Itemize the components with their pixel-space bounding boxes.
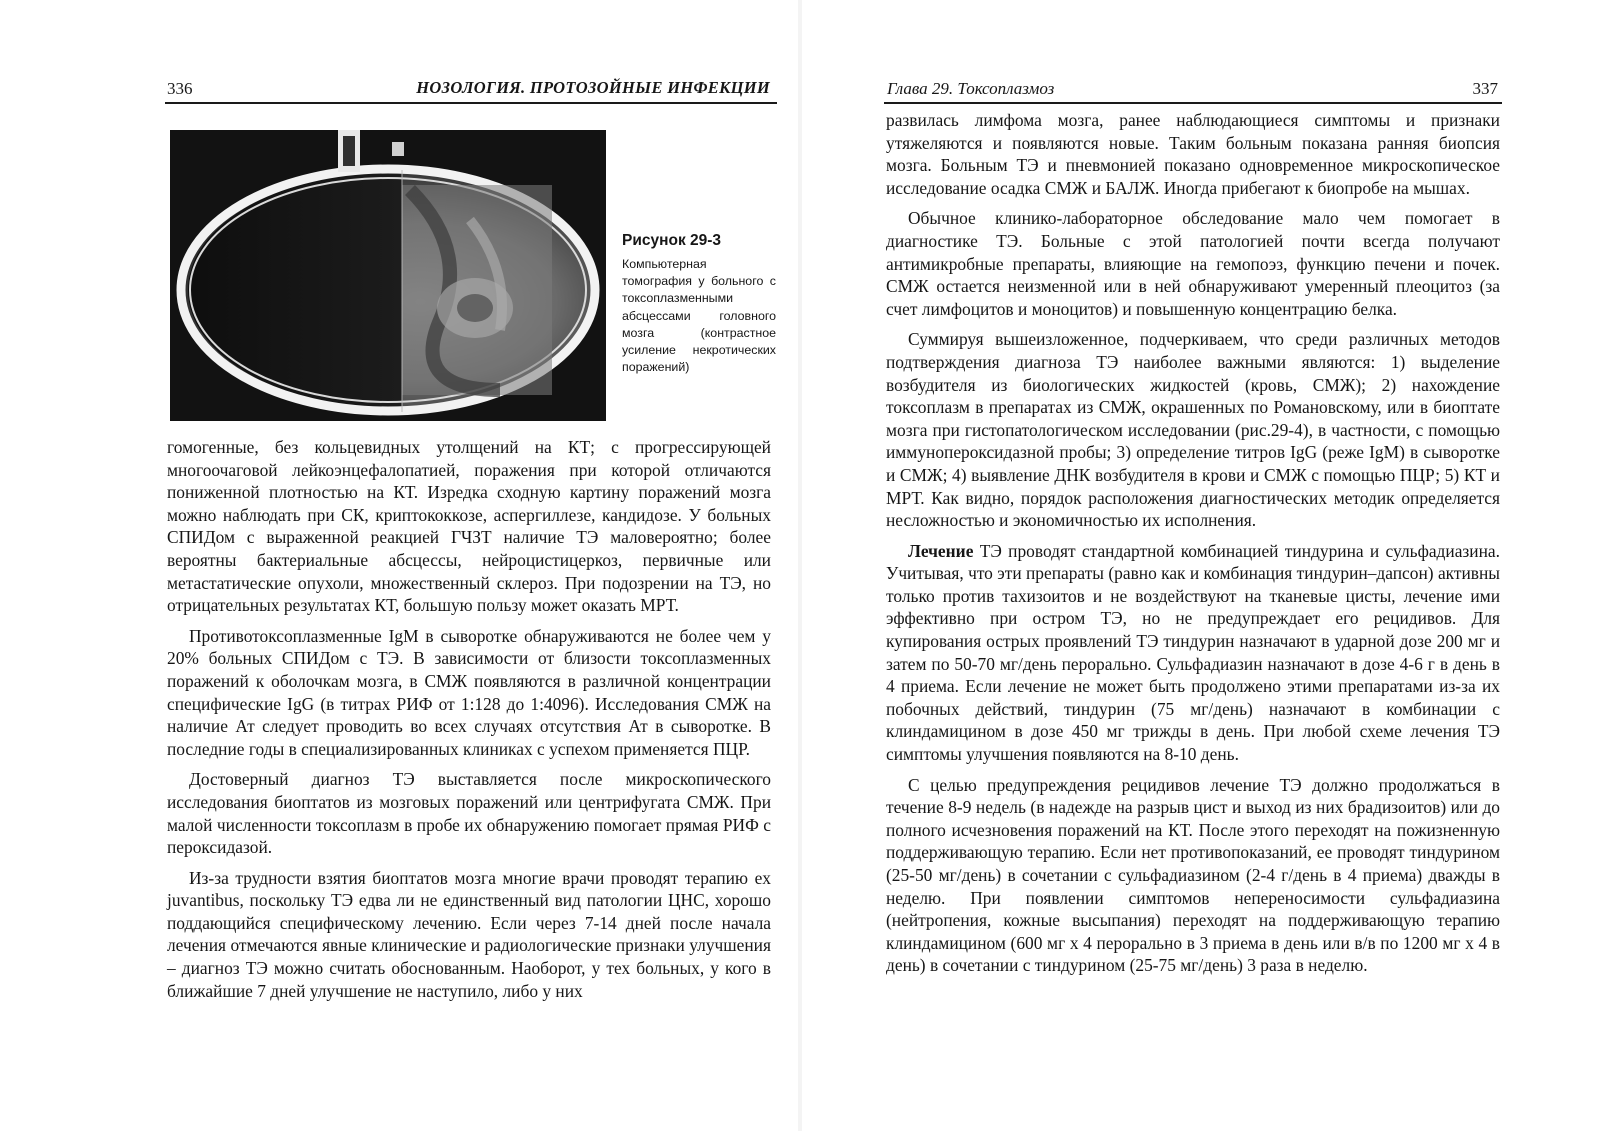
treatment-label: Лечение [908, 540, 974, 561]
page-number-right: 337 [1472, 79, 1498, 98]
right-paragraph-5: С целью предупреждения рецидивов лечение ТЭ должно продолжаться в течение 8-9 недель (в надежде на разрыв цист и выход из них брадизоитов) или до полного исчезновения поражений на КТ. После этого переходят на пожизненную поддерживающую терапию. Если нет противопоказаний, ее проводят тиндурином (25-50 мг/день) в сочетании с сульфадиазином (2-4 г/день в 4 приема) дважды в неделю. При появлении симптомов непереносимости сульфадиазина (нейтропения, кожные высыпания) переходят на поддерживающую терапию клиндамицином (600 мг x 4 перорально в 3 приема в день или в/в по 1200 мг x 4 в день) в сочетании с тиндурином (25-75 мг/день) 3 раза в неделю. [886, 774, 1500, 976]
page-number-left: 336 [167, 79, 193, 98]
figure-title: Рисунок 29-3 [622, 232, 722, 249]
left-paragraph-2: Противотоксоплазменные IgM в сыворотке обнаруживаются не более чем у 20% больных СПИДом с ТЭ. В зависимости от близости токсоплазменных поражений к оболочкам мозга, в СМЖ появляются в различной концентрации специфические IgG (в титрах РИФ от 1:128 до 1:4096). Исследования СМЖ на наличие Ат следует проводить во всех случаях отсутствия Ат в сыворотке. В последние годы в специализированных клиниках с успехом применяется ПЦР. [167, 625, 771, 759]
left-body-text [167, 436, 771, 1010]
treatment-text: ТЭ проводят стандартной комбинацией тиндурина и сульфадиазина. Учитывая, что эти препараты (равно как и комбинация тиндурин–дапсон) активны только против тахизоитов и не воздействуют на тканевые цисты, лечение ими эффективно при остром ТЭ, но не предупреждает его рецидивов. Для купирования острых проявлений ТЭ тиндурин назначают в ударной дозе 200 мг и затем по 50-70 мг/день перорально. Сульфадиазин назначают в дозе 4-6 г в день в 4 приема. Если лечение не может быть продолжено этими препаратами из-за их побочных действий, тиндурин (75 мг/день) назначают в комбинации с клиндамицином в дозе 450 мг трижды в день. При любой схеме лечения ТЭ симптомы улучшения появляются на 8-10 день. [886, 540, 1500, 765]
running-head-left: НОЗОЛОГИЯ. ПРОТОЗОЙНЫЕ ИНФЕКЦИИ [416, 78, 770, 97]
right-paragraph-1: развилась лимфома мозга, ранее наблюдающиеся симптомы и признаки утяжеляются и появляются новые. Таким больным показана ранняя биопсия мозга. Больным ТЭ и пневмонией показано одновременное микроскопическое исследование осадка СМЖ и БАЛЖ. Иногда прибегают к биопробе на мышах. [886, 110, 1500, 198]
left-paragraph-1: гомогенные, без кольцевидных утолщений на КТ; с прогрессирующей многоочаговой лейкоэнцефалопатией, поражения при которой отличаются пониженной плотностью на КТ. Изредка сходную картину поражений мозга можно наблюдать при СК, криптококкозе, аспергиллезе, кандидозе. У больных СПИДом с выраженной реакцией ГЧЗТ наличие ТЭ маловероятно; более вероятны бактериальные абсцессы, нейроцистицеркоз, первичные или метастатические опухоли, множественный склероз. При подозрении на ТЭ, но отрицательных результатах КТ, большую пользу может оказать МРТ. [167, 437, 771, 616]
right-paragraph-3: Суммируя вышеизложенное, подчеркиваем, что среди различных методов подтверждения диагноза ТЭ наиболее важными являются: 1) выделение возбудителя из биологических жидкостей (кровь, СМЖ); 2) нахождение токсоплазм в препаратах из СМЖ, окрашенных по Романовскому, или в биоптате мозга при гистопатологическом исследовании (рис.29-4), в частности, с помощью иммунопероксидазной пробы; 3) определение титров IgG (реже IgM) в сыворотке и СМЖ; 4) выявление ДНК возбудителя в крови и СМЖ с помощью ПЦР; 5) КТ и МРТ. Как видно, порядок расположения диагностических методик определяется несложностью и экономичностью их исполнения. [886, 329, 1500, 531]
treatment-paragraph [886, 540, 1500, 766]
figure-caption [622, 232, 776, 376]
figure-caption-text: Компьютерная томография у больного с токсоплазменными абсцессами головного мозга (контрастное усиление некротических поражений) [622, 257, 776, 375]
left-paragraph-4: Из-за трудности взятия биоптатов мозга многие врачи проводят терапию ex juvantibus, поскольку ТЭ едва ли не единственный вид патологии ЦНС, хорошо поддающийся специфическому лечению. Если через 7-14 дней после начала лечения отмечаются явные клинические и радиологические признаки улучшения – диагноз ТЭ можно считать обоснованным. Наоборот, у тех больных, у кого в ближайшие 7 дней улучшение не наступило, либо у них [167, 867, 771, 1001]
right-body-text [886, 109, 1500, 985]
ct-scan-figure [170, 130, 606, 421]
running-head-right: Глава 29. Токсоплазмоз [887, 79, 1055, 98]
right-paragraph-2: Обычное клинико-лабораторное обследование мало чем помогает в диагностике ТЭ. Больные с этой патологией почти всегда получают антимикробные препараты, влияющие на гемопоэз, функцию печени и почек. СМЖ остается неизменной или в ней обнаруживают умеренный плеоцитоз (за счет лимфоцитов и моноцитов) и повышенную концентрацию белка. [886, 208, 1500, 319]
left-paragraph-3: Достоверный диагноз ТЭ выставляется после микроскопического исследования биоптатов из мозговых поражений или центрифугата СМЖ. При малой численности токсоплазм в пробе их обнаружению помогает прямая РИФ с пероксидазой. [167, 769, 771, 858]
header-rule-left [165, 102, 777, 104]
header-rule-right [884, 102, 1502, 104]
right-page [800, 0, 1600, 1131]
